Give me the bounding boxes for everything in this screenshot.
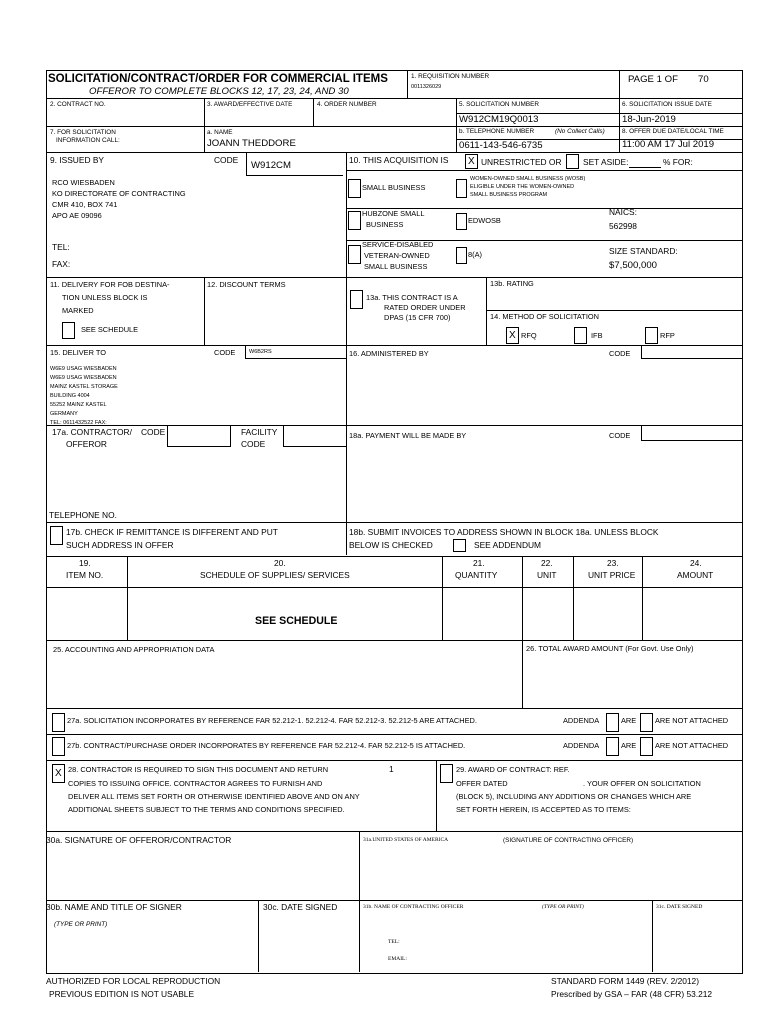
27a-addenda: ADDENDA — [563, 716, 600, 725]
contact-name: JOANN THEDDORE — [207, 138, 296, 149]
27b-are: ARE — [621, 741, 637, 750]
telephone-label: TELEPHONE NO. — [49, 510, 117, 520]
27a-are-checkbox[interactable] — [606, 713, 619, 732]
delivery-label-1: 11. DELIVERY FOR FOB DESTINA- — [50, 280, 170, 289]
28-line-1: 28. CONTRACTOR IS REQUIRED TO SIGN THIS DOCUMENT AND RETURN — [68, 765, 329, 774]
28-line-2: COPIES TO ISSUING OFFICE. CONTRACTOR AGREES TO FURNISH AND — [68, 779, 323, 788]
rated-order-label-2: RATED ORDER UNDER — [384, 303, 466, 312]
submit-invoices-label-2: BELOW IS CHECKED — [349, 540, 433, 550]
total-award-label: 26. TOTAL AWARD AMOUNT (For Govt. Use Only) — [526, 644, 694, 653]
contractor-code-label: CODE — [141, 427, 166, 437]
issued-by-label: 9. ISSUED BY — [50, 155, 104, 165]
payment-label: 18a. PAYMENT WILL BE MADE BY — [349, 431, 467, 440]
27b-are-checkbox[interactable] — [606, 737, 619, 756]
29-line-2: OFFER DATED — [456, 779, 508, 788]
29-line-2b: . YOUR OFFER ON SOLICITATION — [583, 779, 701, 788]
date-signed-31c: 31c. DATE SIGNED — [656, 904, 703, 910]
27b-label: 27b. CONTRACT/PURCHASE ORDER INCORPORATES BY REFERENCE FAR 52.212-4. FAR 52.212-5 IS ATTACHED. — [67, 741, 466, 750]
unrestricted-check-mark: X — [468, 156, 475, 167]
payment-code-box[interactable] — [641, 426, 742, 441]
sdvosb-label-3: SMALL BUSINESS — [364, 262, 428, 271]
facility-label-1: FACILITY — [241, 427, 278, 437]
edwosb-label: EDWOSB — [468, 216, 501, 225]
deliver-address-2: W6E9 USAG WIESBADEN — [50, 375, 117, 381]
deliver-code-value: W6B2RS — [249, 349, 272, 355]
col-23-number: 23. — [607, 558, 619, 568]
wosb-label-1: WOMEN-OWNED SMALL BUSINESS (WOSB) — [470, 176, 586, 182]
27a-label: 27a. SOLICITATION INCORPORATES BY REFERENCE FAR 52.212-1. 52.212-4. FAR 52.212-3. 52.212-5 ARE ATTACHED. — [67, 716, 477, 725]
col-item-no: ITEM NO. — [66, 570, 104, 580]
phone-label: b. TELEPHONE NUMBER — [459, 128, 535, 135]
28-line-4: ADDITIONAL SHEETS SUBJECT TO THE TERMS AND CONDITIONS SPECIFIED. — [68, 805, 345, 814]
page-label: PAGE 1 OF — [628, 74, 678, 85]
27a-checkbox[interactable] — [52, 713, 65, 732]
ifb-checkbox[interactable] — [574, 327, 587, 344]
signer-name-label: 30b. NAME AND TITLE OF SIGNER — [46, 902, 182, 912]
contractor-label-1: 17a. CONTRACTOR/ — [52, 427, 132, 437]
info-call-label: 7. FOR SOLICITATION — [50, 129, 116, 136]
hubzone-label-1: HUBZONE SMALL — [362, 209, 425, 218]
issued-address-1: RCO WIESBADEN — [52, 178, 115, 187]
27b-not-attached-checkbox[interactable] — [640, 737, 653, 756]
issue-date-label: 6. SOLICITATION ISSUE DATE — [622, 101, 712, 108]
offer-due-value: 11:00 AM 17 Jul 2019 — [622, 139, 715, 150]
27a-not-attached: ARE NOT ATTACHED — [655, 716, 729, 725]
rfp-checkbox[interactable] — [645, 327, 658, 344]
officer-email: EMAIL: — [388, 956, 407, 962]
requisition-number: 0011326029 — [411, 84, 442, 90]
27a-not-attached-checkbox[interactable] — [640, 713, 653, 732]
sdvosb-label-1: SERVICE-DISABLED — [362, 240, 434, 249]
wosb-checkbox[interactable] — [456, 179, 467, 198]
issued-code-label: CODE — [214, 155, 239, 165]
facility-label-2: CODE — [241, 439, 266, 449]
signature-31a-label: 31a.UNITED STATES OF AMERICA — [363, 837, 449, 843]
edwosb-checkbox[interactable] — [456, 213, 467, 230]
remittance-label-1: 17b. CHECK IF REMITTANCE IS DIFFERENT AND PUT — [66, 527, 278, 537]
naics-value: 562998 — [609, 221, 637, 231]
solicitation-number: W912CM19Q0013 — [459, 114, 539, 125]
rated-order-label-3: DPAS (15 CFR 700) — [384, 313, 451, 322]
deliver-address-3: MAINZ KASTEL STORAGE — [50, 384, 118, 390]
page-total: 70 — [698, 74, 709, 85]
payment-code-label: CODE — [609, 431, 631, 440]
officer-type-print: (TYPE OR PRINT) — [542, 904, 584, 910]
col-amount: AMOUNT — [677, 570, 714, 580]
acquisition-label: 10. THIS ACQUISITION IS — [349, 155, 449, 165]
unrestricted-label: UNRESTRICTED OR — [481, 157, 562, 167]
administered-code-box[interactable] — [641, 346, 742, 359]
phone-number: 0611-143-546-6735 — [459, 140, 543, 151]
27b-addenda: ADDENDA — [563, 741, 600, 750]
delivery-label-3: MARKED — [62, 306, 94, 315]
deliver-to-label: 15. DELIVER TO — [50, 348, 107, 357]
contractor-code-box[interactable] — [167, 426, 231, 447]
footer-right-2: Prescribed by GSA – FAR (48 CFR) 53.212 — [551, 989, 713, 999]
signer-type-print: (TYPE OR PRINT) — [54, 921, 108, 928]
rfq-check-mark: X — [509, 330, 516, 341]
phone-note: (No Collect Calls) — [555, 128, 605, 135]
col-unit-price: UNIT PRICE — [588, 570, 636, 580]
eight-a-label: 8(A) — [468, 250, 482, 259]
deliver-address-5: 55252 MAINZ KASTEL — [50, 402, 107, 408]
percent-label: % FOR: — [663, 157, 693, 167]
col-19-number: 19. — [79, 558, 91, 568]
submit-invoices-label-1: 18b. SUBMIT INVOICES TO ADDRESS SHOWN IN BLOCK 18a. UNLESS BLOCK — [349, 527, 659, 537]
29-checkbox[interactable] — [440, 764, 453, 783]
signature-31a-sub: (SIGNATURE OF CONTRACTING OFFICER) — [503, 837, 634, 844]
facility-code-box[interactable] — [283, 426, 346, 447]
hubzone-label-2: BUSINESS — [366, 220, 404, 229]
requisition-label: 1. REQUISITION NUMBER — [411, 73, 490, 80]
eight-a-checkbox[interactable] — [456, 247, 467, 264]
col-22-number: 22. — [541, 558, 553, 568]
27b-not-attached: ARE NOT ATTACHED — [655, 741, 729, 750]
set-aside-checkbox[interactable] — [566, 154, 579, 169]
method-label: 14. METHOD OF SOLICITATION — [490, 312, 599, 321]
small-business-checkbox[interactable] — [348, 179, 361, 198]
small-business-label: SMALL BUSINESS — [362, 183, 426, 192]
form-subtitle: OFFEROR TO COMPLETE BLOCKS 12, 17, 23, 24, AND 30 — [89, 86, 349, 97]
deliver-address-6: GERMANY — [50, 411, 78, 417]
col-schedule: SCHEDULE OF SUPPLIES/ SERVICES — [200, 570, 350, 580]
see-addendum-label: SEE ADDENDUM — [474, 540, 542, 550]
administered-code-label: CODE — [609, 349, 631, 358]
solicitation-number-label: 5. SOLICITATION NUMBER — [459, 101, 540, 108]
date-signed-30c: 30c. DATE SIGNED — [263, 902, 338, 912]
size-standard-value: $7,500,000 — [609, 260, 658, 271]
info-call-label-2: INFORMATION CALL: — [56, 137, 120, 144]
administered-by-label: 16. ADMINISTERED BY — [349, 349, 429, 358]
naics-label: NAICS: — [609, 207, 637, 217]
28-line-3: DELIVER ALL ITEMS SET FORTH OR OTHERWISE IDENTIFIED ABOVE AND ON ANY — [68, 792, 360, 801]
footer-left-1: AUTHORIZED FOR LOCAL REPRODUCTION — [46, 976, 221, 986]
29-line-4: SET FORTH HEREIN, IS ACCEPTED AS TO ITEMS: — [456, 805, 631, 814]
issued-code-value: W912CM — [251, 160, 291, 171]
officer-tel: TEL: — [388, 939, 400, 945]
deliver-address-4: BUILDING 4004 — [50, 393, 90, 399]
deliver-code-label: CODE — [214, 348, 236, 357]
remittance-checkbox[interactable] — [50, 526, 63, 545]
issued-address-2: KO DIRECTORATE OF CONTRACTING — [52, 189, 186, 198]
27a-are: ARE — [621, 716, 637, 725]
deliver-tel: TEL: 0611432522 FAX: — [50, 420, 107, 426]
contract-no-label: 2. CONTRACT NO. — [50, 101, 106, 108]
accounting-label: 25. ACCOUNTING AND APPROPRIATION DATA — [53, 645, 215, 654]
contractor-label-2: OFFEROR — [66, 439, 107, 449]
29-line-3: (BLOCK 5), INCLUDING ANY ADDITIONS OR CHANGES WHICH ARE — [456, 792, 692, 801]
size-standard-label: SIZE STANDARD: — [609, 246, 678, 256]
wosb-label-3: SMALL BUSINESS PROGRAM — [470, 192, 548, 198]
col-quantity: QUANTITY — [455, 570, 498, 580]
col-20-number: 20. — [274, 558, 286, 568]
name-label: a. NAME — [207, 129, 233, 136]
award-date-label: 3. AWARD/EFFECTIVE DATE — [207, 101, 293, 108]
col-21-number: 21. — [473, 558, 485, 568]
see-schedule-label: SEE SCHEDULE — [81, 325, 139, 334]
sdvosb-checkbox[interactable] — [348, 245, 361, 264]
footer-left-2: PREVIOUS EDITION IS NOT USABLE — [49, 989, 195, 999]
ifb-label: IFB — [591, 331, 603, 340]
issue-date: 18-Jun-2019 — [622, 114, 676, 125]
form-title: SOLICITATION/CONTRACT/ORDER FOR COMMERCIAL ITEMS — [48, 73, 388, 85]
rfq-label: RFQ — [521, 331, 537, 340]
col-unit: UNIT — [537, 570, 557, 580]
footer-right-1: STANDARD FORM 1449 (REV. 2/2012) — [551, 976, 700, 986]
rfp-label: RFP — [660, 331, 675, 340]
officer-name-label: 31b. NAME OF CONTRACTING OFFICER — [363, 904, 464, 910]
28-copies: 1 — [389, 764, 394, 774]
order-number-label: 4. ORDER NUMBER — [317, 101, 377, 108]
deliver-address-1: W6E9 USAG WIESBADEN — [50, 366, 117, 372]
issued-address-4: APO AE 09096 — [52, 211, 102, 220]
hubzone-checkbox[interactable] — [348, 211, 361, 230]
27b-checkbox[interactable] — [52, 737, 65, 756]
see-schedule-checkbox[interactable] — [62, 322, 75, 339]
rated-order-label-1: 13a. THIS CONTRACT IS A — [366, 293, 458, 302]
col-24-number: 24. — [690, 558, 702, 568]
rated-order-checkbox[interactable] — [350, 290, 363, 309]
remittance-label-2: SUCH ADDRESS IN OFFER — [66, 540, 174, 550]
sdvosb-label-2: VETERAN-OWNED — [364, 251, 430, 260]
schedule-see-schedule: SEE SCHEDULE — [255, 615, 338, 627]
rating-label: 13b. RATING — [490, 279, 534, 288]
issued-address-3: CMR 410, BOX 741 — [52, 200, 118, 209]
signature-30a-label: 30a. SIGNATURE OF OFFEROR/CONTRACTOR — [46, 835, 232, 845]
see-addendum-checkbox[interactable] — [453, 539, 466, 552]
wosb-label-2: ELIGIBLE UNDER THE WOMEN-OWNED — [470, 184, 575, 190]
issued-tel: TEL: — [52, 242, 70, 252]
offer-due-label: 8. OFFER DUE DATE/LOCAL TIME — [622, 128, 724, 135]
issued-fax: FAX: — [52, 259, 71, 269]
29-line-1: 29. AWARD OF CONTRACT: REF. — [456, 765, 570, 774]
set-aside-label: SET ASIDE: — [583, 157, 629, 167]
28-check-mark: X — [55, 768, 62, 779]
discount-terms-label: 12. DISCOUNT TERMS — [207, 280, 286, 289]
delivery-label-2: TION UNLESS BLOCK IS — [62, 293, 148, 302]
